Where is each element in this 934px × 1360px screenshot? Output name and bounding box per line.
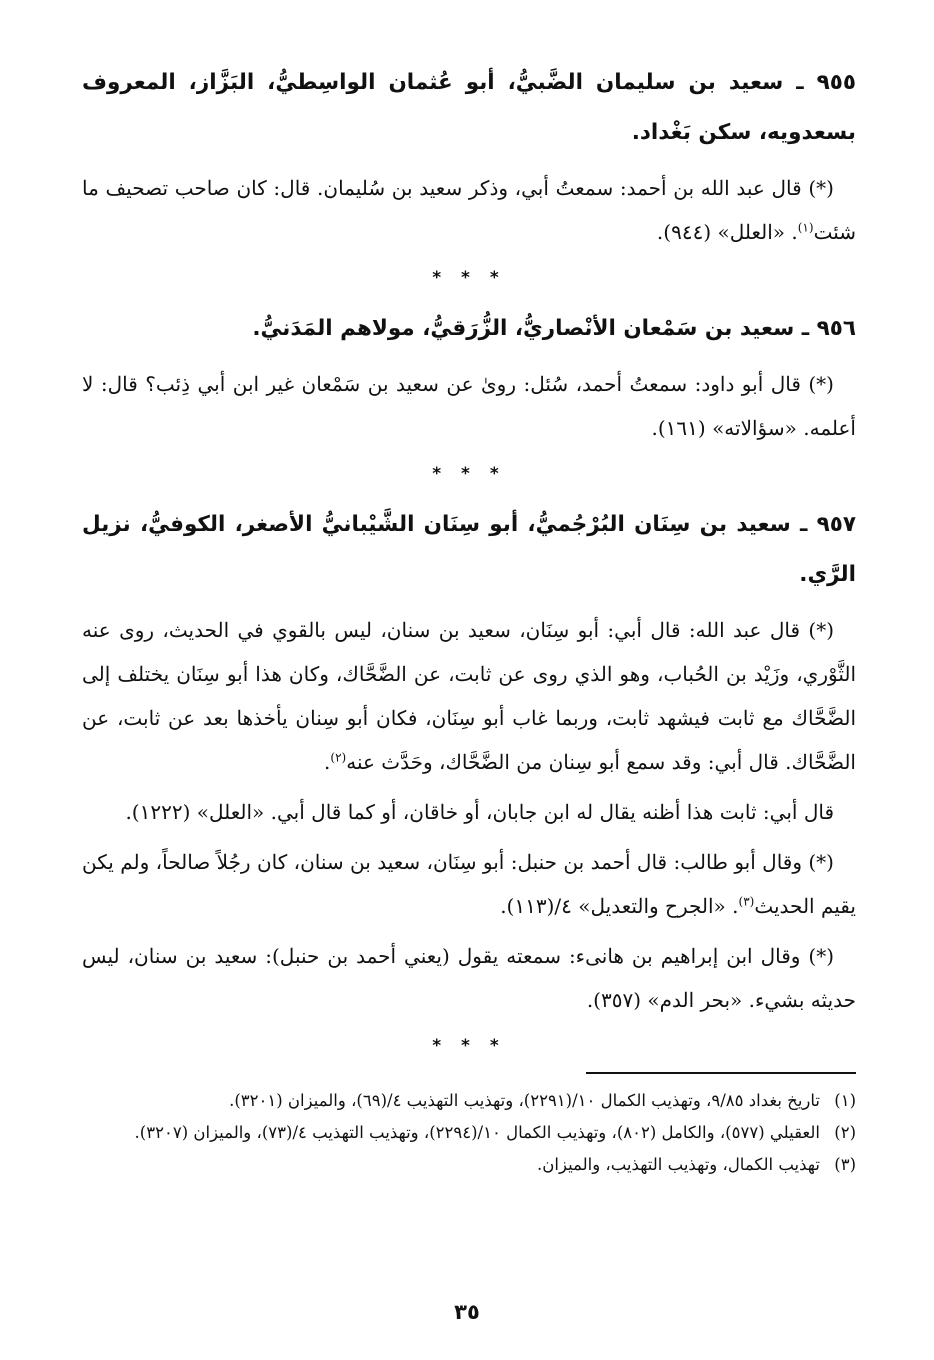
paragraph-text: (*) وقال أبو طالب: قال أحمد بن حنبل: أبو سِنَان، سعيد بن سنان، كان رجُلاً صالحاً، ولم يكن يقيم الحديث [82, 850, 856, 918]
footnote-marker: (٣) [738, 894, 755, 909]
footnote-item [82, 1150, 856, 1180]
paragraph-text: (*) قال عبد الله بن أحمد: سمعتُ أبي، وذكر سعيد بن سُليمان. قال: كان صاحب تصحيف ما شئت [82, 176, 856, 244]
entry-title: ٩٥٥ ـ سعيد بن سليمان الضَّبيُّ، أبو عُثمان الواسِطيُّ، البَزَّاز، المعروف بسعدويه، سكن بَغْداد. [82, 70, 856, 145]
footnote-item [82, 1086, 856, 1116]
entry-paragraph [82, 840, 856, 928]
section-separator: * * * [432, 268, 506, 288]
footnote-number: (٢) [834, 1123, 856, 1142]
entry-955 [82, 58, 856, 254]
footnote-text: العقيلي (٥٧٧)، والكامل (٨٠٢)، وتهذيب الكمال ١٠/(٢٢٩٤)، وتهذيب التهذيب ٤/(٧٣)، والميزان (٣٢٠٧). [134, 1123, 820, 1142]
entry-paragraph [82, 608, 856, 784]
paragraph-text: (*) قال أبو داود: سمعتُ أحمد، سُئل: روىٰ عن سعيد بن سَمْعان غير ابن أبي ذِئب؟ قال: لا أعلمه. «سؤالاته» (١٦١). [82, 372, 856, 440]
footnotes [82, 1086, 856, 1180]
paragraph-text: (*) وقال ابن إبراهيم بن هانىء: سمعته يقول (يعني أحمد بن حنبل): سعيد بن سنان، ليس حديثه بشيء. «بحر الدم» (٣٥٧). [82, 944, 856, 1012]
entry-paragraph [82, 362, 856, 450]
entry-957 [82, 500, 856, 1022]
page-number: ٣٥ [454, 1300, 480, 1324]
paragraph-text: قال أبي: ثابت هذا أظنه يقال له ابن جابان، أو خاقان، أو كما قال أبي. «العلل» (١٢٢٢). [125, 800, 834, 824]
footnote-rule-wrap [82, 1072, 856, 1074]
entry-paragraph [82, 934, 856, 1022]
footnote-divider [586, 1072, 856, 1074]
entry-paragraph [82, 790, 856, 834]
footnote-marker: (٢) [330, 750, 347, 765]
section-separator: * * * [432, 1036, 506, 1056]
entry-paragraph [82, 166, 856, 254]
entry-title: ٩٥٧ ـ سعيد بن سِنَان البُرْجُميُّ، أبو سِنَان الشَّيْبانيُّ الأصغر، الكوفيُّ، نزيل الرَّي. [82, 512, 856, 587]
footnote-item [82, 1118, 856, 1148]
footnote-number: (١) [834, 1091, 856, 1110]
paragraph-text-tail: . «العلل» (٩٤٤). [656, 220, 798, 244]
footnote-text: تاريخ بغداد ٩/٨٥، وتهذيب الكمال ١٠/(٢٢٩١)، وتهذيب التهذيب ٤/(٦٩)، والميزان (٣٢٠١). [229, 1091, 820, 1110]
paragraph-text-tail: . [324, 750, 331, 774]
paragraph-text: (*) قال عبد الله: قال أبي: أبو سِنَان، سعيد بن سنان، ليس بالقوي في الحديث، روى عنه الثَّوْري، وزَيْد بن الحُباب، وهو الذي روى عن ثابت، عن الضَّحَّاك، وكان هذا أبو سِنَان يختلف إلى الضَّحَّاك مع ثابت فيشهد ثابت، وربما غاب أبو سِنَان، فكان أبو سِنان يأخذها بعد عن ثابت، عن الضَّحَّاك. قال أبي: وقد سمع أبو سِنان من الضَّحَّاك، وحَدَّث عنه [82, 618, 856, 774]
footnote-marker: (١) [797, 220, 814, 235]
entry-956 [82, 304, 856, 450]
entry-title: ٩٥٦ ـ سعيد بن سَمْعان الأنْصاريُّ، الزُّرَقيُّ، مولاهم المَدَنيُّ. [252, 316, 856, 341]
footnote-text: تهذيب الكمال، وتهذيب التهذيب، والميزان. [537, 1155, 820, 1174]
footnote-number: (٣) [834, 1155, 856, 1174]
section-separator: * * * [432, 464, 506, 484]
paragraph-text-tail: . «الجرح والتعديل» ٤/(١١٣). [500, 894, 739, 918]
